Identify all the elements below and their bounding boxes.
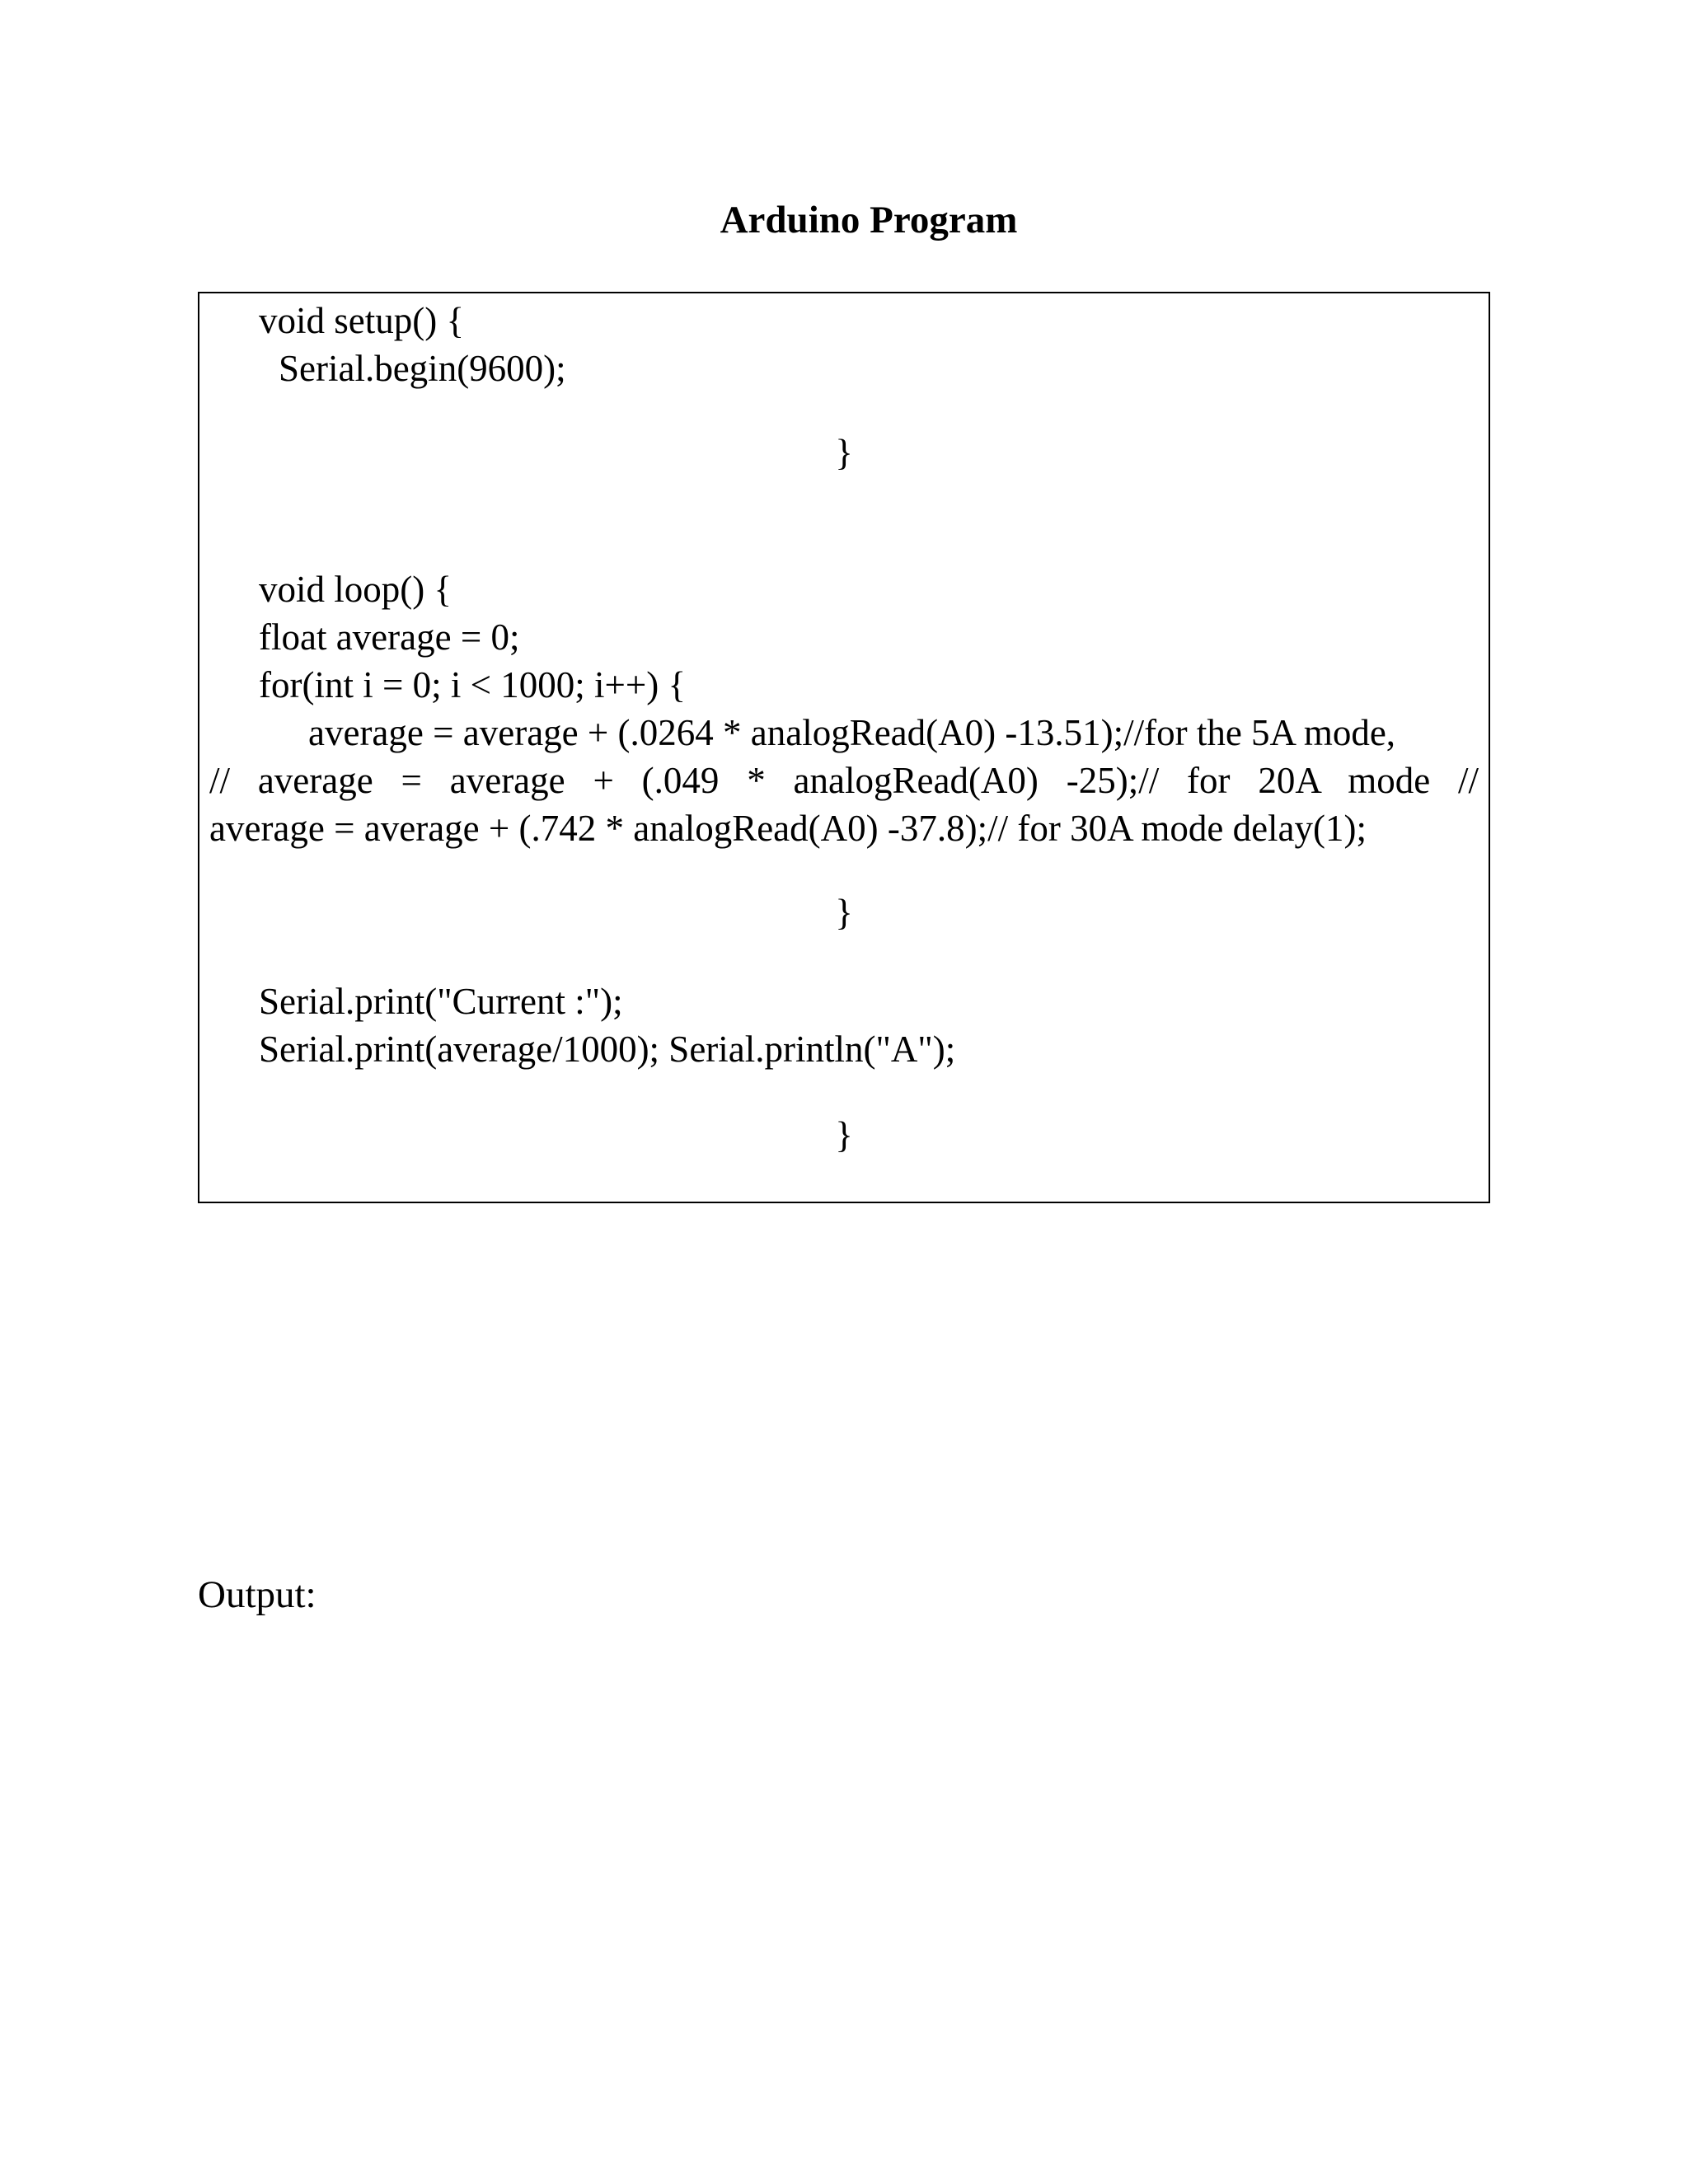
code-line-float-average: float average = 0;	[259, 616, 520, 658]
code-line-for-open: for(int i = 0; i < 1000; i++) {	[259, 664, 687, 705]
code-line-loop-open: void loop() {	[259, 569, 452, 610]
page-title: Arduino Program	[720, 199, 1018, 241]
code-line-for-close: }	[835, 892, 853, 933]
code-line-print-average: Serial.print(average/1000); Serial.println("A");	[259, 1029, 956, 1070]
output-label: Output:	[198, 1573, 316, 1616]
code-line-average-20a: // average = average + (.049 * analogRead(A0) -25);// for 20A mode //	[209, 760, 1479, 801]
code-box	[198, 292, 1490, 1203]
code-line-setup-open: void setup() {	[259, 300, 465, 341]
code-line-average-5a: average = average + (.0264 * analogRead(A0) -13.51);//for the 5A mode,	[308, 712, 1396, 753]
code-line-setup-close: }	[835, 432, 853, 473]
code-line-loop-close: }	[835, 1114, 853, 1155]
code-line-serial-begin: Serial.begin(9600);	[279, 348, 566, 389]
code-line-average-30a: average = average + (.742 * analogRead(A0) -37.8);// for 30A mode delay(1);	[209, 808, 1367, 849]
code-line-print-current: Serial.print("Current :");	[259, 981, 623, 1022]
